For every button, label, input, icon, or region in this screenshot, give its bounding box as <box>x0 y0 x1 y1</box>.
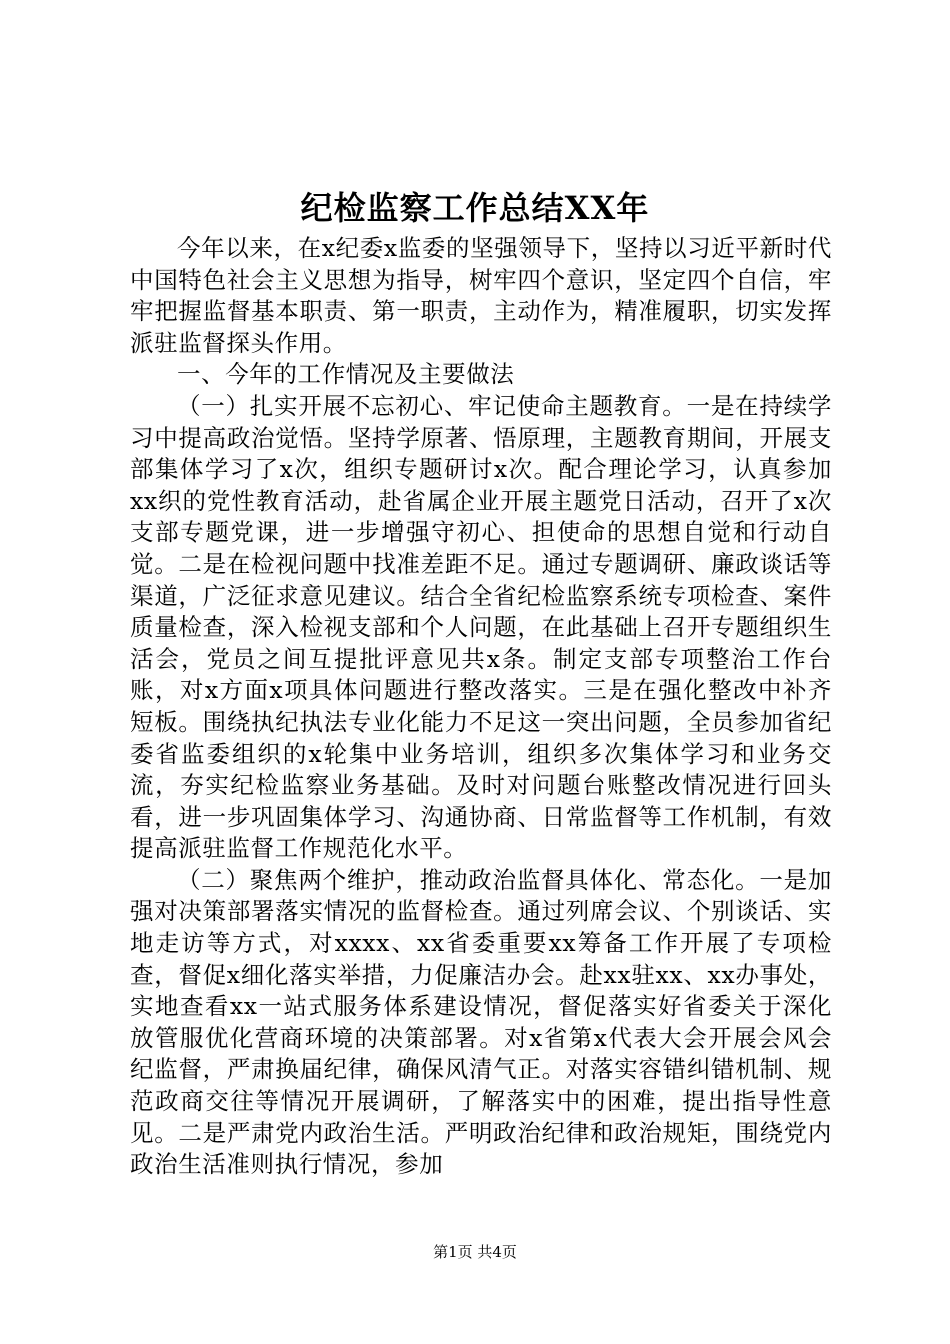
section-heading: 一、今年的工作情况及主要做法 <box>177 360 515 389</box>
intro-paragraph: 今年以来，在x纪委x监委的坚强领导下，坚持以习近平新时代中国特色社会主义思想为指导，树牢四个意识，坚定四个自信，牢牢把握监督基本职责、第一职责，主动作为，精准履职，切实发挥派驻监督探头作用。 <box>130 234 832 357</box>
body-paragraph-1: （一）扎实开展不忘初心、牢记使命主题教育。一是在持续学习中提高政治觉悟。坚持学原著、悟原理，主题教育期间，开展支部集体学习了x次，组织专题研讨x次。配合理论学习，认真参加xx织的党性教育活动，赴省属企业开展主题党日活动，召开了x次支部专题党课，进一步增强守初心、担使命的思想自觉和行动自觉。二是在检视问题中找准差距不足。通过专题调研、廉政谈话等渠道，广泛征求意见建议。结合全省纪检监察系统专项检查、案件质量检查，深入检视支部和个人问题，在此基础上召开专题组织生活会，党员之间互提批评意见共x条。制定支部专项整治工作台账，对x方面x项具体问题进行整改落实。三是在强化整改中补齐短板。围绕执纪执法专业化能力不足这一突出问题，全员参加省纪委省监委组织的x轮集中业务培训，组织多次集体学习和业务交流，夯实纪检监察业务基础。及时对问题台账整改情况进行回头看，进一步巩固集体学习、沟通协商、日常监督等工作机制，有效提高派驻监督工作规范化水平。 <box>130 391 832 863</box>
document-title: 纪检监察工作总结XX年 <box>300 189 650 227</box>
page-number-footer: 第1页 共4页 <box>433 1243 517 1261</box>
body-paragraph-2: （二）聚焦两个维护，推动政治监督具体化、常态化。一是加强对决策部署落实情况的监督检查。通过列席会议、个别谈话、实地走访等方式，对xxxx、xx省委重要xx筹备工作开展了专项检查，督促x细化落实举措，力促廉洁办会。赴xx驻xx、xx办事处，实地查看xx一站式服务体系建设情况，督促落实好省委关于深化放管服优化营商环境的决策部署。对x省第x代表大会开展会风会纪监督，严肃换届纪律，确保风清气正。对落实容错纠错机制、规范政商交往等情况开展调研，了解落实中的困难，提出指导性意见。二是严肃党内政治生活。严明政治纪律和政治规矩，围绕党内政治生活准则执行情况，参加 <box>130 865 832 1179</box>
document-body <box>130 233 832 1181</box>
